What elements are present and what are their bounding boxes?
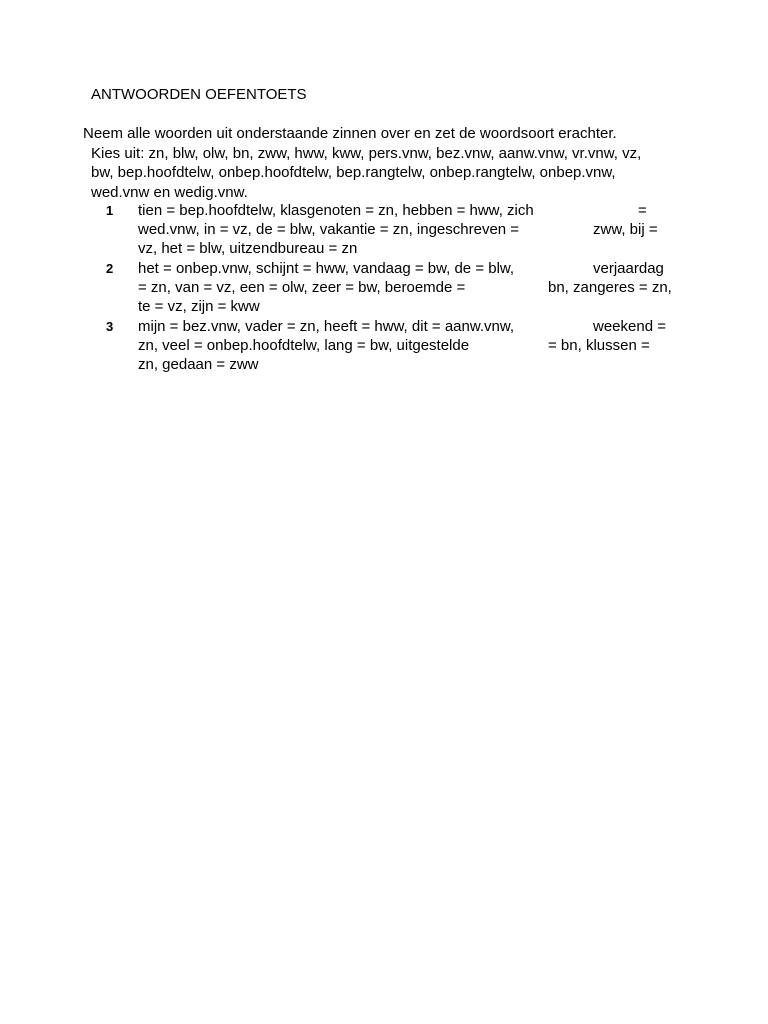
answer-line: te = vz, zijn = kww [138,298,260,315]
answer-line: mijn = bez.vnw, vader = zn, heeft = hww, dit = aanw.vnw, [138,318,515,335]
answer-number: 1 [106,203,114,218]
answer-number: 2 [106,261,114,276]
choices-line: Kies uit: zn, blw, olw, bn, zww, hww, kww, pers.vnw, bez.vnw, aanw.vnw, vr.vnw, vz, [91,145,642,162]
answer-line-continued: bn, zangeres = zn, [548,279,672,296]
instruction-text: Neem alle woorden uit onderstaande zinnen over en zet de woordsoort erachter. [83,125,617,142]
choices-line: bw, bep.hoofdtelw, onbep.hoofdtelw, bep.rangtelw, onbep.rangtelw, onbep.vnw, [91,164,616,182]
answer-line-continued: = bn, klussen = [548,337,650,354]
answer-number: 3 [106,319,114,334]
answer-line: vz, het = blw, uitzendbureau = zn [138,240,358,257]
answer-line-continued: verjaardag [593,260,664,277]
answer-line: zn, veel = onbep.hoofdtelw, lang = bw, uitgestelde [138,337,470,354]
word-type-choices [91,144,691,202]
answer-line: wed.vnw, in = vz, de = blw, vakantie = zn, ingeschreven = [138,221,520,238]
answer-line: tien = bep.hoofdtelw, klasgenoten = zn, hebben = hww, zich [138,202,534,219]
answer-line: het = onbep.vnw, schijnt = hww, vandaag = bw, de = blw, [138,260,515,277]
answer-line: zn, gedaan = zww [138,356,259,373]
choices-line: wed.vnw en wedig.vnw. [91,183,248,201]
answer-line-continued: zww, bij = [593,221,658,238]
page-title: ANTWOORDEN OEFENTOETS [91,86,307,103]
answer-line-continued: = [638,202,647,219]
answer-line: = zn, van = vz, een = olw, zeer = bw, beroemde = [138,279,466,296]
answer-line-continued: weekend = [593,318,666,335]
